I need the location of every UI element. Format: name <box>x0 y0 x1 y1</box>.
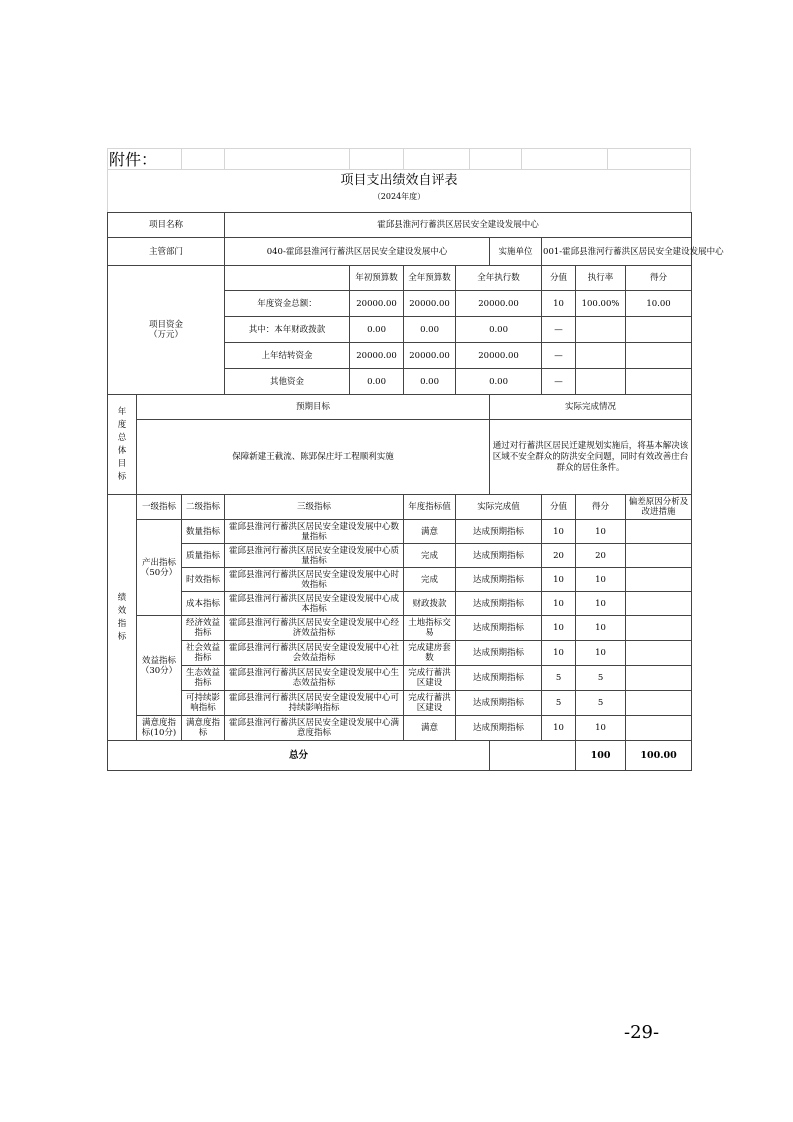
funds-header: 得分 <box>626 266 692 291</box>
perf-header: 分值 <box>542 495 576 520</box>
perf-l3: 霍邱县淮河行蓄洪区居民安全建设发展中心经济效益指标 <box>225 616 404 641</box>
funds-label: 项目资金 <box>149 320 184 330</box>
perf-actual: 达成预期指标 <box>456 666 542 691</box>
total-score: 100 <box>576 741 626 771</box>
funds-cell: 20000.00 <box>350 343 404 369</box>
perf-row <box>108 592 692 616</box>
perf-got: 10 <box>576 641 626 666</box>
perf-l2: 生态效益指标 <box>182 666 225 691</box>
perf-label-cell <box>108 495 137 741</box>
perf-header: 得分 <box>576 495 626 520</box>
perf-actual: 达成预期指标 <box>456 691 542 716</box>
perf-got: 10 <box>576 716 626 741</box>
perf-note <box>626 616 692 641</box>
perf-note <box>626 691 692 716</box>
perf-l3: 霍邱县淮河行蓄洪区居民安全建设发展中心质量指标 <box>225 544 404 568</box>
perf-target: 满意 <box>404 520 456 544</box>
perf-score: 5 <box>542 691 576 716</box>
perf-l2: 成本指标 <box>182 592 225 616</box>
perf-score: 10 <box>542 616 576 641</box>
funds-cell: 20000.00 <box>456 343 542 369</box>
department-row <box>108 238 692 266</box>
funds-row-label: 上年结转资金 <box>225 343 350 369</box>
goals-label: 年度总体目标 <box>117 406 127 482</box>
unit-label: 实施单位 <box>490 238 542 266</box>
perf-actual: 达成预期指标 <box>456 568 542 592</box>
funds-cell: 0.00 <box>404 317 456 343</box>
funds-cell: — <box>542 317 576 343</box>
perf-label: 绩效指标 <box>117 592 127 642</box>
perf-target: 完成 <box>404 544 456 568</box>
funds-cell: — <box>542 369 576 395</box>
funds-cell: 20000.00 <box>404 291 456 317</box>
funds-unit: （万元） <box>149 330 184 340</box>
perf-actual: 达成预期指标 <box>456 592 542 616</box>
perf-score: 10 <box>542 520 576 544</box>
funds-cell: 20000.00 <box>350 291 404 317</box>
total-got: 100.00 <box>626 741 692 771</box>
perf-got: 10 <box>576 592 626 616</box>
unit-value: 001-霍邱县淮河行蓄洪区居民安全建设发展中心 <box>542 238 692 266</box>
perf-target: 完成 <box>404 568 456 592</box>
funds-row-label: 年度资金总额： <box>225 291 350 317</box>
funds-cell: 0.00 <box>350 369 404 395</box>
perf-got: 20 <box>576 544 626 568</box>
funds-cell <box>576 343 626 369</box>
perf-target: 完成建房套数 <box>404 641 456 666</box>
perf-note <box>626 592 692 616</box>
perf-got: 10 <box>576 568 626 592</box>
total-blank <box>490 741 576 771</box>
funds-cell <box>626 343 692 369</box>
perf-l3: 霍邱县淮河行蓄洪区居民安全建设发展中心生态效益指标 <box>225 666 404 691</box>
perf-group: 产出指标（50分） <box>137 520 182 616</box>
funds-cell: 100.00% <box>576 291 626 317</box>
perf-header: 实际完成值 <box>456 495 542 520</box>
funds-cell: 20000.00 <box>404 343 456 369</box>
perf-row <box>108 666 692 691</box>
perf-group: 满意度指标(10分) <box>137 716 182 741</box>
total-label: 总分 <box>108 741 490 771</box>
funds-cell: 10 <box>542 291 576 317</box>
funds-cell: 0.00 <box>404 369 456 395</box>
report-year: （2024年度） <box>372 192 426 201</box>
funds-row-label: 其中：本年财政拨款 <box>225 317 350 343</box>
goals-header-row <box>108 395 692 420</box>
perf-l3: 霍邱县淮河行蓄洪区居民安全建设发展中心可持续影响指标 <box>225 691 404 716</box>
perf-l3: 霍邱县淮河行蓄洪区居民安全建设发展中心数量指标 <box>225 520 404 544</box>
funds-cell: 10.00 <box>626 291 692 317</box>
dept-value: 040-霍邱县淮河行蓄洪区居民安全建设发展中心 <box>225 238 490 266</box>
funds-cell: 0.00 <box>456 369 542 395</box>
dept-label: 主管部门 <box>108 238 225 266</box>
total-row <box>108 741 692 771</box>
funds-header: 全年预算数 <box>404 266 456 291</box>
perf-got: 5 <box>576 666 626 691</box>
perf-note <box>626 544 692 568</box>
funds-header: 年初预算数 <box>350 266 404 291</box>
perf-l3: 霍邱县淮河行蓄洪区居民安全建设发展中心时效指标 <box>225 568 404 592</box>
expected-goal: 保障新建王截流、陈郢保庄圩工程顺利实施 <box>137 420 490 495</box>
perf-note <box>626 666 692 691</box>
funds-header: 全年执行数 <box>456 266 542 291</box>
perf-got: 10 <box>576 616 626 641</box>
perf-l2: 社会效益指标 <box>182 641 225 666</box>
actual-goal-header: 实际完成情况 <box>490 395 692 420</box>
perf-actual: 达成预期指标 <box>456 544 542 568</box>
expected-goal-header: 预期目标 <box>137 395 490 420</box>
project-name-row <box>108 213 692 238</box>
perf-row <box>108 520 692 544</box>
goals-label-cell <box>108 395 137 495</box>
perf-score: 10 <box>542 568 576 592</box>
perf-target: 完成行蓄洪区建设 <box>404 691 456 716</box>
perf-score: 10 <box>542 716 576 741</box>
funds-header: 执行率 <box>576 266 626 291</box>
perf-l3: 霍邱县淮河行蓄洪区居民安全建设发展中心成本指标 <box>225 592 404 616</box>
perf-target: 土地指标交易 <box>404 616 456 641</box>
perf-header: 偏差原因分析及改进措施 <box>626 495 692 520</box>
attachment-label: 附件： <box>109 150 158 169</box>
perf-header: 三级指标 <box>225 495 404 520</box>
perf-target: 满意 <box>404 716 456 741</box>
perf-group: 效益指标（30分） <box>137 616 182 716</box>
perf-l2: 经济效益指标 <box>182 616 225 641</box>
funds-cell: 0.00 <box>456 317 542 343</box>
perf-l3: 霍邱县淮河行蓄洪区居民安全建设发展中心满意度指标 <box>225 716 404 741</box>
perf-row <box>108 691 692 716</box>
perf-l2: 质量指标 <box>182 544 225 568</box>
funds-cell <box>626 369 692 395</box>
perf-l3: 霍邱县淮河行蓄洪区居民安全建设发展中心社会效益指标 <box>225 641 404 666</box>
funds-label-cell <box>108 266 225 395</box>
perf-note <box>626 520 692 544</box>
perf-actual: 达成预期指标 <box>456 520 542 544</box>
evaluation-table <box>107 212 724 771</box>
funds-cell <box>626 317 692 343</box>
perf-note <box>626 716 692 741</box>
perf-target: 财政拨款 <box>404 592 456 616</box>
perf-header-row <box>108 495 692 520</box>
project-name-value: 霍邱县淮河行蓄洪区居民安全建设发展中心 <box>225 213 692 238</box>
funds-cell: 0.00 <box>350 317 404 343</box>
perf-score: 10 <box>542 592 576 616</box>
funds-row-label: 其他资金 <box>225 369 350 395</box>
funds-cell: 20000.00 <box>456 291 542 317</box>
page-title: 项目支出绩效自评表 <box>340 173 458 188</box>
project-name-label: 项目名称 <box>108 213 225 238</box>
perf-row <box>108 616 692 641</box>
funds-header: 分值 <box>542 266 576 291</box>
page-number: -29- <box>624 1022 660 1043</box>
perf-note <box>626 568 692 592</box>
perf-got: 5 <box>576 691 626 716</box>
perf-header: 一级指标 <box>137 495 182 520</box>
funds-cell <box>576 317 626 343</box>
perf-got: 10 <box>576 520 626 544</box>
funds-header-row <box>108 266 692 291</box>
perf-row <box>108 716 692 741</box>
perf-header: 年度指标值 <box>404 495 456 520</box>
actual-goal: 通过对行蓄洪区居民迁建规划实施后，将基本解决该区域不安全群众的防洪安全问题，同时有效改善庄台群众的居住条件。 <box>490 420 692 495</box>
perf-target: 完成行蓄洪区建设 <box>404 666 456 691</box>
funds-cell: — <box>542 343 576 369</box>
perf-row <box>108 568 692 592</box>
goals-row <box>108 420 692 495</box>
perf-note <box>626 641 692 666</box>
perf-score: 20 <box>542 544 576 568</box>
perf-l2: 数量指标 <box>182 520 225 544</box>
perf-l2: 可持续影响指标 <box>182 691 225 716</box>
perf-score: 10 <box>542 641 576 666</box>
perf-row <box>108 544 692 568</box>
funds-header-blank <box>225 266 350 291</box>
perf-row <box>108 641 692 666</box>
perf-header: 二级指标 <box>182 495 225 520</box>
perf-actual: 达成预期指标 <box>456 641 542 666</box>
perf-l2: 满意度指标 <box>182 716 225 741</box>
perf-actual: 达成预期指标 <box>456 616 542 641</box>
funds-cell <box>576 369 626 395</box>
perf-score: 5 <box>542 666 576 691</box>
perf-l2: 时效指标 <box>182 568 225 592</box>
perf-actual: 达成预期指标 <box>456 716 542 741</box>
